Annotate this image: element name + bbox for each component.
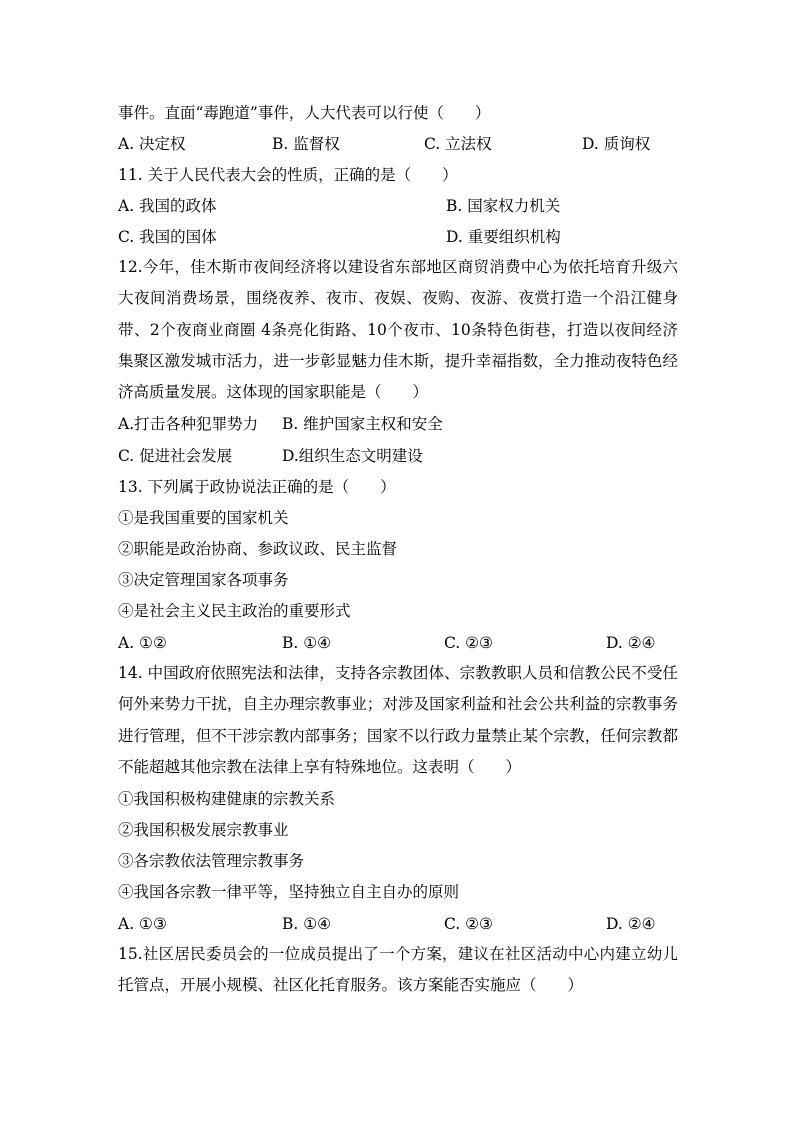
q11-option-a: A. 我国的政体	[118, 197, 217, 215]
q11-option-b: B. 国家权力机关	[446, 197, 561, 215]
q12-option-d: D.组织生态文明建设	[282, 447, 423, 465]
q13-option-d: D. ②④	[606, 634, 656, 652]
q11-option-d: D. 重要组织机构	[446, 228, 561, 246]
q14-item-2: ②我国积极发展宗教事业	[118, 821, 289, 839]
q14-option-a: A. ①③	[118, 915, 167, 933]
q14-option-c: C. ②③	[444, 915, 493, 933]
q12-stem: 12.今年，佳木斯市夜间经济将以建设省东部地区商贸消费中心为依托培育升级六大夜间消费场景，围绕夜养、夜市、夜娱、夜购、夜游、夜赏打造一个沿江健身带、2个夜商业商圈 4条亮化街路、10个夜市、10条特色街巷，打造以夜间经济集聚区激发城市活力，进一步彰显魅力佳木斯，提升幸福指数，全力推动夜特色经济高质量发展。这体现的国家职能是（ ）	[118, 258, 678, 402]
q14-item-3: ③各宗教依法管理宗教事务	[118, 852, 305, 870]
q13-option-c: C. ②③	[444, 634, 493, 652]
q14-item-4: ④我国各宗教一律平等，坚持独立自主自办的原则	[118, 883, 460, 901]
q13-item-2: ②职能是政治协商、参政议政、民主监督	[118, 540, 398, 558]
q13-option-b: B. ①④	[282, 634, 332, 652]
q12-option-b: B. 维护国家主权和安全	[282, 415, 443, 433]
q14-stem: 14. 中国政府依照宪法和法律，支持各宗教团体、宗教教职人员和信教公民不受任何外来势力干扰，自主办理宗教事业；对涉及国家利益和社会公共利益的宗教事务进行管理，但不干涉宗教内部事务；国家不以行政力量禁止某个宗教，任何宗教都不能超越其他宗教在法律上享有特殊地位。这表明（ ）	[118, 664, 678, 776]
q10-option-a: A. 决定权	[118, 135, 186, 153]
q10-option-c: C. 立法权	[424, 135, 492, 153]
q13-stem: 13. 下列属于政协说法正确的是（ ）	[118, 478, 396, 496]
q10-option-b: B. 监督权	[272, 135, 340, 153]
q12-option-a: A.打击各种犯罪势力	[118, 415, 259, 433]
q12-option-c: C. 促进社会发展	[118, 447, 233, 465]
q14-option-b: B. ①④	[282, 915, 332, 933]
q15-stem: 15.社区居民委员会的一位成员提出了一个方案，建议在社区活动中心内建立幼儿托管点，开展小规模、社区化托育服务。该方案能否实施应（ ）	[118, 945, 678, 995]
q10-stem-tail: 事件。直面“毒跑道”事件，人大代表可以行使（ ）	[118, 104, 491, 122]
q10-option-d: D. 质询权	[582, 135, 651, 153]
q14-option-d: D. ②④	[606, 915, 656, 933]
q13-item-1: ①是我国重要的国家机关	[118, 509, 289, 527]
q14-item-1: ①我国积极构建健康的宗教关系	[118, 790, 336, 808]
q13-option-a: A. ①②	[118, 634, 167, 652]
q13-item-4: ④是社会主义民主政治的重要形式	[118, 602, 351, 620]
q11-stem: 11. 关于人民代表大会的性质，正确的是（ ）	[118, 166, 458, 184]
q11-option-c: C. 我国的国体	[118, 228, 217, 246]
q13-item-3: ③决定管理国家各项事务	[118, 571, 289, 589]
